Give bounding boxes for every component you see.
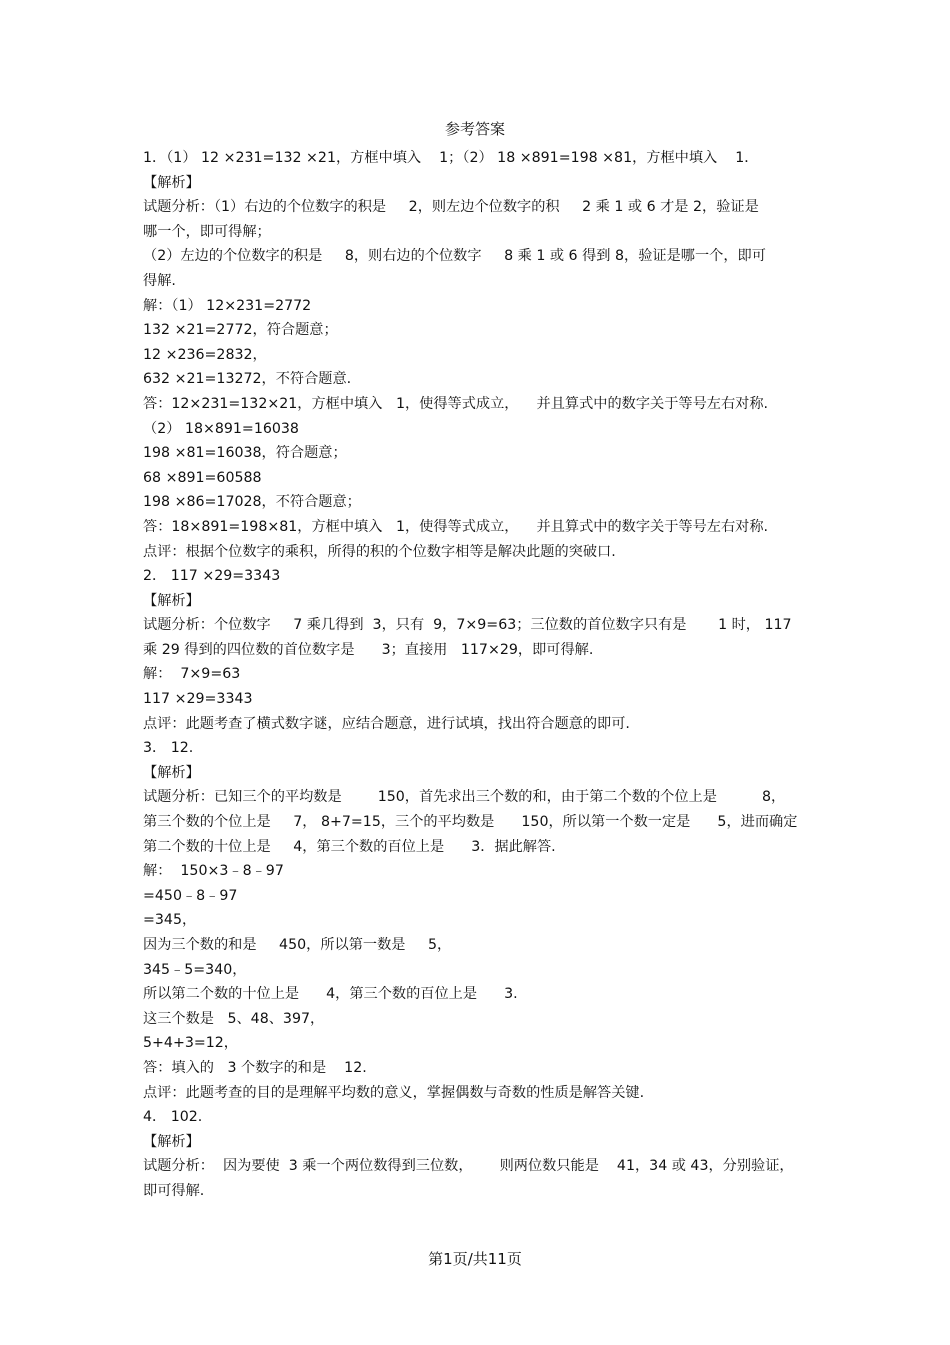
text-line: 【解析】 xyxy=(143,1133,200,1150)
text-line: 132 ×21=2772，符合题意； xyxy=(143,322,338,339)
text-line: 2． 117 ×29=3343 xyxy=(143,568,281,585)
text-line: 198 ×81=16038，符合题意； xyxy=(143,445,347,462)
text-line: 3． 12. xyxy=(143,740,194,757)
text-line: 这三个数是 5、48、397， xyxy=(143,1010,325,1027)
text-line: 得解. xyxy=(143,272,176,289)
text-line: 答：18×891=198×81，方框中填入 1，使得等式成立， 并且算式中的数字关于等号左右对称. xyxy=(143,518,769,535)
text-line: 乘 29 得到的四位数的首位数字是 3；直接用 117×29，即可得解. xyxy=(143,641,594,658)
text-line: 4． 102. xyxy=(143,1109,203,1126)
text-line: 第二个数的十位上是 4，第三个数的百位上是 3．据此解答. xyxy=(143,838,556,855)
text-line: （2）左边的个位数字的积是 8，则右边的个位数字 8 乘 1 或 6 得到 8，验证是哪一个，即可 xyxy=(143,248,766,265)
text-line: 试题分析：个位数字 7 乘几得到 3，只有 9，7×9=63；三位数的首位数字只有是 1 时， 117 xyxy=(143,617,792,634)
text-line: 点评：根据个位数字的乘积，所得的积的个位数字相等是解决此题的突破口. xyxy=(143,543,616,560)
text-line: 因为三个数的和是 450，所以第一数是 5， xyxy=(143,937,452,953)
text-line: （2） 18×891=16038 xyxy=(143,420,299,437)
text-line: =450﹣8﹣97 xyxy=(143,887,238,904)
text-line: 117 ×29=3343 xyxy=(143,691,253,708)
text-line: 试题分析：（1）右边的个位数字的积是 2，则左边个位数字的积 2 乘 1 或 6 才是 2，验证是 xyxy=(143,199,759,216)
text-line: 632 ×21=13272，不符合题意. xyxy=(143,371,352,388)
answer-body xyxy=(143,146,823,1204)
text-line: 【解析】 xyxy=(143,592,200,609)
page-footer: 第1页/共11页 xyxy=(428,1250,522,1268)
text-line: 解：（1） 12×231=2772 xyxy=(143,297,312,314)
text-line: 68 ×891=60588 xyxy=(143,469,262,486)
text-line: 345﹣5=340， xyxy=(143,961,247,978)
text-line: 点评：此题考查了横式数字谜，应结合题意，进行试填，找出符合题意的即可. xyxy=(143,715,630,732)
text-line: 12 ×236=2832， xyxy=(143,346,267,363)
text-line: 1．（1） 12 ×231=132 ×21，方框中填入 1；（2） 18 ×891=198 ×81，方框中填入 1． xyxy=(143,150,759,166)
text-line: 试题分析：已知三个的平均数是 150，首先求出三个数的和，由于第二个数的个位上是 8， xyxy=(143,789,786,806)
text-line: 哪一个，即可得解； xyxy=(143,223,271,240)
text-line: 答：12×231=132×21，方框中填入 1，使得等式成立， 并且算式中的数字关于等号左右对称. xyxy=(143,395,769,412)
text-line: 即可得解. xyxy=(143,1182,205,1199)
text-line: 答：填入的 3 个数字的和是 12. xyxy=(143,1059,367,1076)
text-line: 点评：此题考查的目的是理解平均数的意义，掌握偶数与奇数的性质是解答关键. xyxy=(143,1084,645,1101)
text-line: 【解析】 xyxy=(143,764,200,781)
text-line: 【解析】 xyxy=(143,174,200,191)
text-line: =345， xyxy=(143,912,197,929)
text-line: 198 ×86=17028，不符合题意； xyxy=(143,494,361,511)
text-line: 第三个数的个位上是 7， 8+7=15，三个的平均数是 150，所以第一个数一定是 5，进而确定 xyxy=(143,814,798,831)
page-title: 参考答案 xyxy=(444,120,505,138)
text-line: 试题分析： 因为要使 3 乘一个两位数得到三位数， 则两位数只能是 41，34 或 43，分别验证， xyxy=(143,1158,794,1175)
text-line: 解： 150×3﹣8﹣97 xyxy=(143,863,284,880)
text-line: 所以第二个数的十位上是 4，第三个数的百位上是 3. xyxy=(143,986,518,1003)
text-line: 解： 7×9=63 xyxy=(143,666,241,683)
text-line: 5+4+3=12， xyxy=(143,1035,238,1052)
